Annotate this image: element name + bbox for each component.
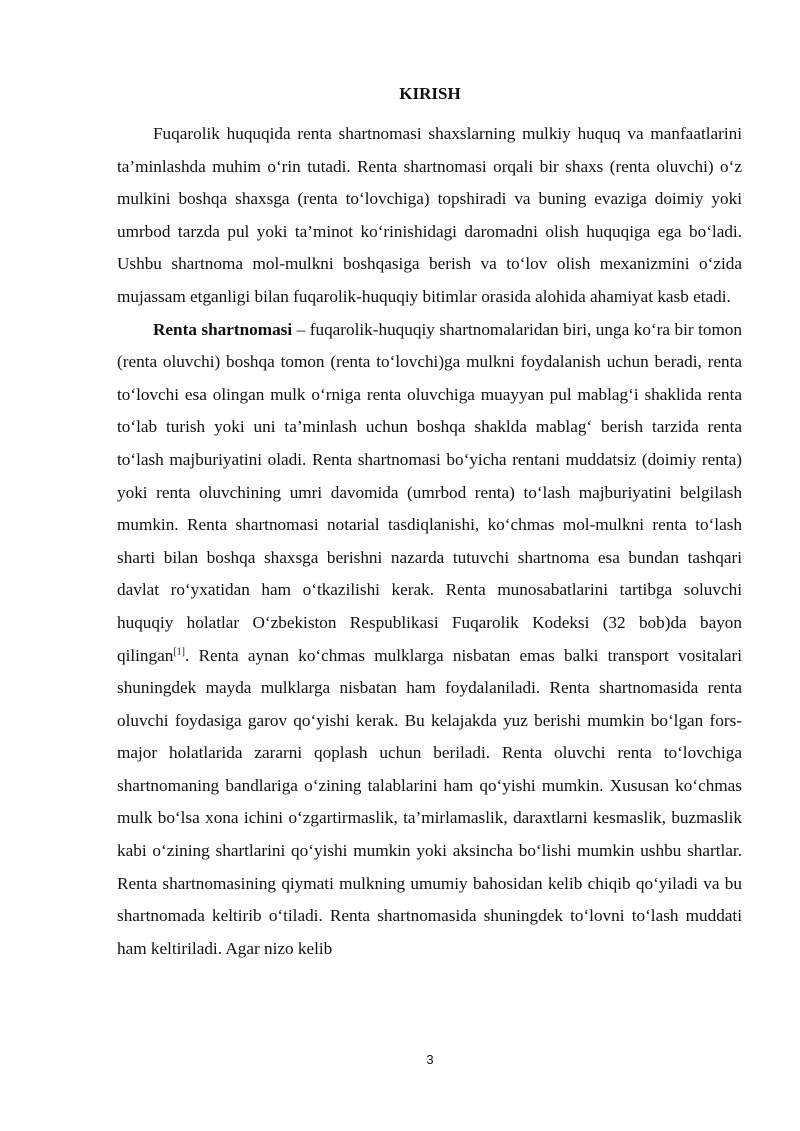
footnote-reference-link[interactable]: [1]	[173, 645, 186, 657]
section-heading: KIRISH	[399, 84, 461, 103]
paragraph-text: – fuqarolik-huquqiy shartnomalaridan biri, unga ko‘ra bir tomon (renta oluvchi) boshqa tomon (renta to‘lovchi)ga mulkni foydalanish uchun beradi, renta to‘lovchi esa olingan mulk o‘rniga renta oluvchiga muayyan pul mablag‘i shaklida renta to‘lab turish yoki uni ta’minlash uchun boshqa shaklda mablag‘ berish tarzida renta to‘lash majburiyatini oladi. Renta shartnomasi bo‘yicha rentani muddatsiz (doimiy renta) yoki renta oluvchining umri davomida (umrbod renta) to‘lash majburiyatini belgilash mumkin. Renta shartnomasi notarial tasdiqlanishi, ko‘chmas mol-mulkni renta to‘lash sharti bilan boshqa shaxsga berishni nazarda tutuvchi shartnoma esa bundan tashqari davlat ro‘yxatidan ham o‘tkazilishi kerak. Renta munosabatlarini tartibga soluvchi huquqiy holatlar O‘zbekiston Respublikasi Fuqarolik Kodeksi (32 bob)da bayon qilingan	[117, 319, 743, 665]
defined-term: Renta shartnomasi	[153, 319, 293, 339]
paragraph-text-continued: . Renta aynan ko‘chmas mulklarga nisbatan emas balki transport vositalari shuningdek mayda mulklarga nisbatan ham foydalaniladi. Renta shartnomasida renta oluvchi foydasiga garov qo‘yishi kerak. Bu kelajakda yuz berishi mumkin bo‘lgan fors-major holatlarida zararni qoplash uchun beriladi. Renta oluvchi renta to‘lovchiga shartnomaning bandlariga o‘zining talablarini ham qo‘yishi mumkin. Xususan ko‘chmas mulk bo‘lsa xona ichini o‘zgartirmaslik, ta’mirlamaslik, daraxtlarni kesmaslik, buzmaslik kabi o‘zining shartlarini qo‘yishi mumkin yoki aksincha bo‘lishi mumkin ushbu shartlar. Renta shartnomasining qiymati mulkning umumiy bahosidan kelib chiqib qo‘yiladi va bu shartnomada keltirib o‘tiladi. Renta shartnomasida shuningdek to‘lovni to‘lash muddati ham keltiriladi. Agar nizo kelib	[117, 645, 742, 958]
definition-paragraph	[117, 314, 742, 966]
page-number: 3	[426, 1052, 434, 1067]
intro-paragraph: Fuqarolik huquqida renta shartnomasi shaxslarning mulkiy huquq va manfaatlarini ta’minlashda muhim o‘rin tutadi. Renta shartnomasi orqali bir shaxs (renta oluvchi) o‘z mulkini boshqa shaxsga (renta to‘lovchiga) topshiradi va buning evaziga doimiy yoki umrbod tarzda pul yoki ta’minot ko‘rinishidagi daromadni olish huquqiga ega bo‘ladi. Ushbu shartnoma mol-mulkni boshqasiga berish va to‘lov olish mexanizmini o‘zida mujassam etganligi bilan fuqarolik-huquqiy bitimlar orasida alohida ahamiyat kasb etadi.	[117, 124, 742, 306]
document-body	[117, 118, 742, 965]
